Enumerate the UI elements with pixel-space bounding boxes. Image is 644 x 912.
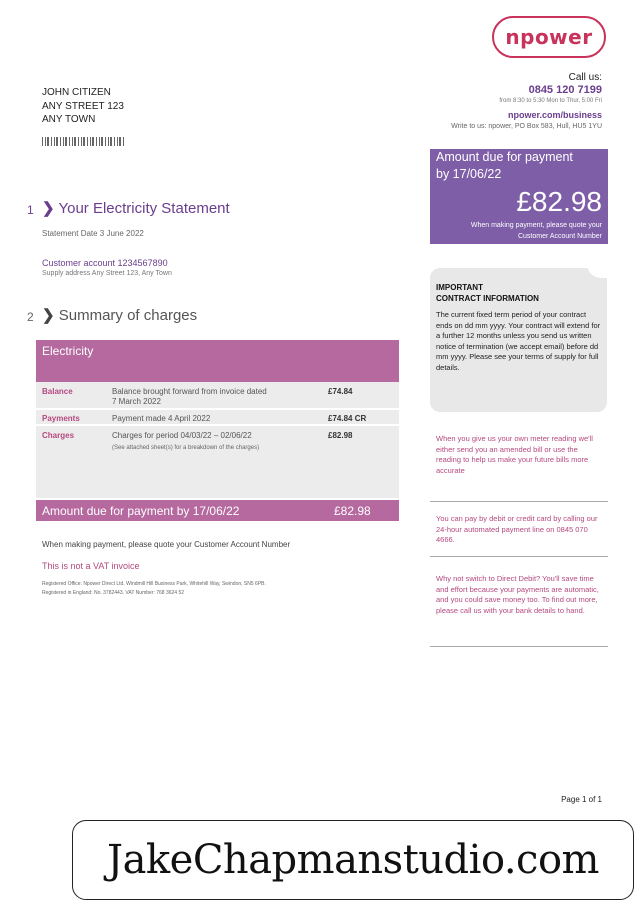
- recipient-name: JOHN CITIZEN: [42, 87, 111, 98]
- summary-footer-amount: £82.98: [334, 503, 371, 518]
- row-amount: £74.84: [328, 387, 353, 396]
- important-contract-box: [430, 268, 607, 412]
- quote-note: When making payment, please quote your Customer Account Number: [42, 540, 291, 549]
- section-2-number: 2: [27, 310, 34, 324]
- direct-debit-note: Why not switch to Direct Debit? You'll save time and effort because your payments are automatic, and you could save money too. To find out more, please call us with your bank details to hand.: [436, 574, 599, 615]
- row-description-line2: 7 March 2022: [112, 397, 161, 406]
- row-description: Payment made 4 April 2022: [112, 414, 211, 423]
- amount-due-note: [436, 220, 602, 242]
- npower-logo: [492, 16, 606, 58]
- amount-due-label: [436, 149, 602, 183]
- amount-due-label-line1: Amount due for payment: [436, 150, 573, 164]
- watermark-text: JakeChapmanstudio.com: [107, 837, 599, 883]
- call-label: Call us:: [568, 72, 602, 83]
- watermark-banner: [72, 820, 634, 900]
- summary-header: Electricity: [36, 340, 399, 382]
- website-link[interactable]: npower.com/business: [507, 110, 602, 120]
- customer-account: Customer account 1234567890: [42, 258, 168, 268]
- meter-reading-note: When you give us your own meter reading we'll either send you an amended bill or use the reading to help us make your future bills more accurate: [436, 434, 593, 475]
- row-description-line1: Balance brought forward from invoice dated: [112, 387, 267, 396]
- table-row: [36, 410, 399, 426]
- corner-tab: [587, 264, 607, 278]
- summary-table: [36, 340, 399, 521]
- row-label: Balance: [42, 387, 73, 396]
- recipient-town: ANY TOWN: [42, 114, 96, 125]
- section-2-title: [42, 306, 197, 324]
- phone-number[interactable]: 0845 120 7199: [528, 84, 602, 96]
- row-description: [112, 431, 328, 498]
- row-label: Payments: [42, 414, 80, 423]
- divider: [430, 646, 608, 647]
- statement-date: Statement Date 3 June 2022: [42, 229, 144, 238]
- section-2-title-text: Summary of charges: [58, 307, 198, 324]
- row-description-line1: Charges for period 04/03/22 – 02/06/22: [112, 431, 252, 440]
- supply-address: Supply address Any Street 123, Any Town: [42, 270, 172, 277]
- divider: [430, 501, 608, 502]
- row-label: Charges: [42, 431, 75, 440]
- chevron-right-icon: ❯: [42, 200, 55, 217]
- summary-footer-label: Amount due for payment by 17/06/22: [42, 503, 240, 518]
- table-row: [36, 426, 399, 498]
- amount-due-note-line2: Customer Account Number: [517, 233, 602, 240]
- registered-line2: Registered in England: No. 3782443. VAT Number: 768 3624 52: [42, 590, 185, 596]
- opening-hours: from 8:30 to 5:30 Mon to Thur, 5:00 Fri: [499, 98, 602, 104]
- important-title: [436, 282, 601, 304]
- table-row: [36, 382, 399, 410]
- chevron-right-icon: ❯: [42, 307, 55, 324]
- not-vat-notice: This is not a VAT invoice: [42, 561, 140, 571]
- row-description: [112, 387, 328, 408]
- important-title-line2: CONTRACT INFORMATION: [436, 294, 539, 303]
- recipient-street: ANY STREET 123: [42, 100, 124, 112]
- section-1-title: [42, 199, 230, 217]
- amount-due-value: £82.98: [516, 186, 602, 217]
- postal-barcode: [42, 137, 124, 146]
- important-body: The current fixed term period of your contract ends on dd mm yyyy. Your contract will extend for a further 12 months unless you send us written notice of termination (we accept email) before dd mm yyyy. Please see your terms of supply for full details.: [436, 310, 601, 372]
- row-description-sub: (See attached sheet(s) for a breakdown of the charges): [112, 445, 260, 451]
- section-1-number: 1: [27, 203, 34, 217]
- amount-due-label-line2: by 17/06/22: [436, 167, 502, 181]
- section-1-title-text: Your Electricity Statement: [58, 200, 230, 217]
- registered-office: [42, 580, 266, 598]
- amount-due-note-line1: When making payment, please quote your: [470, 222, 602, 229]
- row-amount: £74.84 CR: [328, 414, 367, 423]
- contact-block: [451, 72, 602, 130]
- summary-footer: [36, 500, 399, 521]
- row-amount: £82.98: [328, 431, 353, 440]
- registered-line1: Registered Office: Npower Direct Ltd. Windmill Hill Business Park, Whitehill Way, Swindon, SN5 6PB.: [42, 581, 266, 587]
- important-title-line1: IMPORTANT: [436, 283, 483, 292]
- divider: [430, 556, 608, 557]
- logo-text: npower: [505, 25, 593, 49]
- recipient-address: [42, 86, 124, 127]
- page-number: Page 1 of 1: [561, 795, 602, 804]
- card-payment-note: You can pay by debit or credit card by calling our 24-hour automated payment line on 0845 070 4666.: [436, 514, 598, 544]
- amount-due-box: [430, 149, 608, 244]
- postal-address: Write to us: npower, PO Box 583, Hull, HU5 1YU: [451, 123, 602, 130]
